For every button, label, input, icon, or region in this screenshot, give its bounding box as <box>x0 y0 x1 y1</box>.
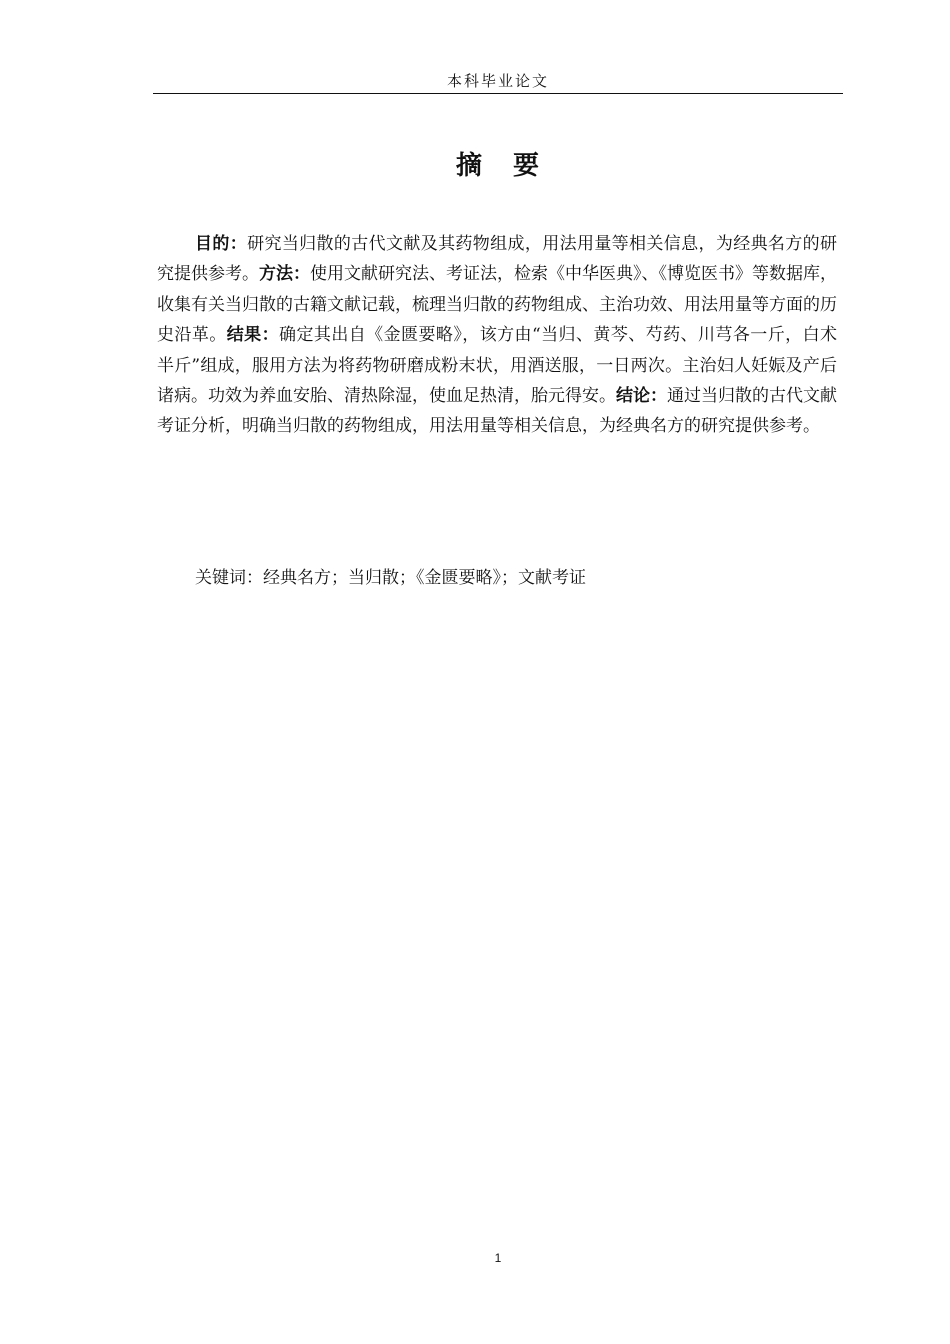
conclusion-label: 结论： <box>616 386 667 407</box>
page-number: 1 <box>494 1251 502 1265</box>
keywords-label: 关键词： <box>195 568 263 588</box>
running-header: 本科毕业论文 <box>446 72 549 90</box>
result-label: 结果： <box>226 325 280 346</box>
header-rule <box>153 93 843 94</box>
method-label: 方法： <box>259 264 310 285</box>
objective-text: 研究当归散的古代文献及其药物组成，用法用量等相关信息，为经典名方的研究提供参考。 <box>157 234 838 285</box>
objective-label: 目的： <box>195 234 248 254</box>
abstract-paragraph <box>157 229 837 442</box>
conclusion-text: 通过当归散的古代文献考证分析，明确当归散的药物组成，用法用量等相关信息，为经典名方的研究提供参考。 <box>157 386 837 437</box>
page-title <box>153 148 843 184</box>
keywords-line <box>157 563 837 593</box>
result-text: 确定其出自《金匮要略》，该方由“当归、黄芩、芍药、川芎各一斤，白术半斤”组成，服用方法为将药物研磨成粉末状，用酒送服，一日两次。主治妇人妊娠及产后诸病。功效为养血安胎、清热除湿，使血足热清，胎元得安。 <box>157 325 838 407</box>
keywords-text: 经典名方；当归散；《金匮要略》；文献考证 <box>263 568 586 588</box>
page-title-char-1: 摘 <box>455 151 483 181</box>
page-title-char-2: 要 <box>513 151 541 181</box>
method-text: 使用文献研究法、考证法，检索《中华医典》、《博览医书》等数据库，收集有关当归散的古籍文献记载，梳理当归散的药物组成、主治功效、用法用量等方面的历史沿革。 <box>157 264 837 346</box>
